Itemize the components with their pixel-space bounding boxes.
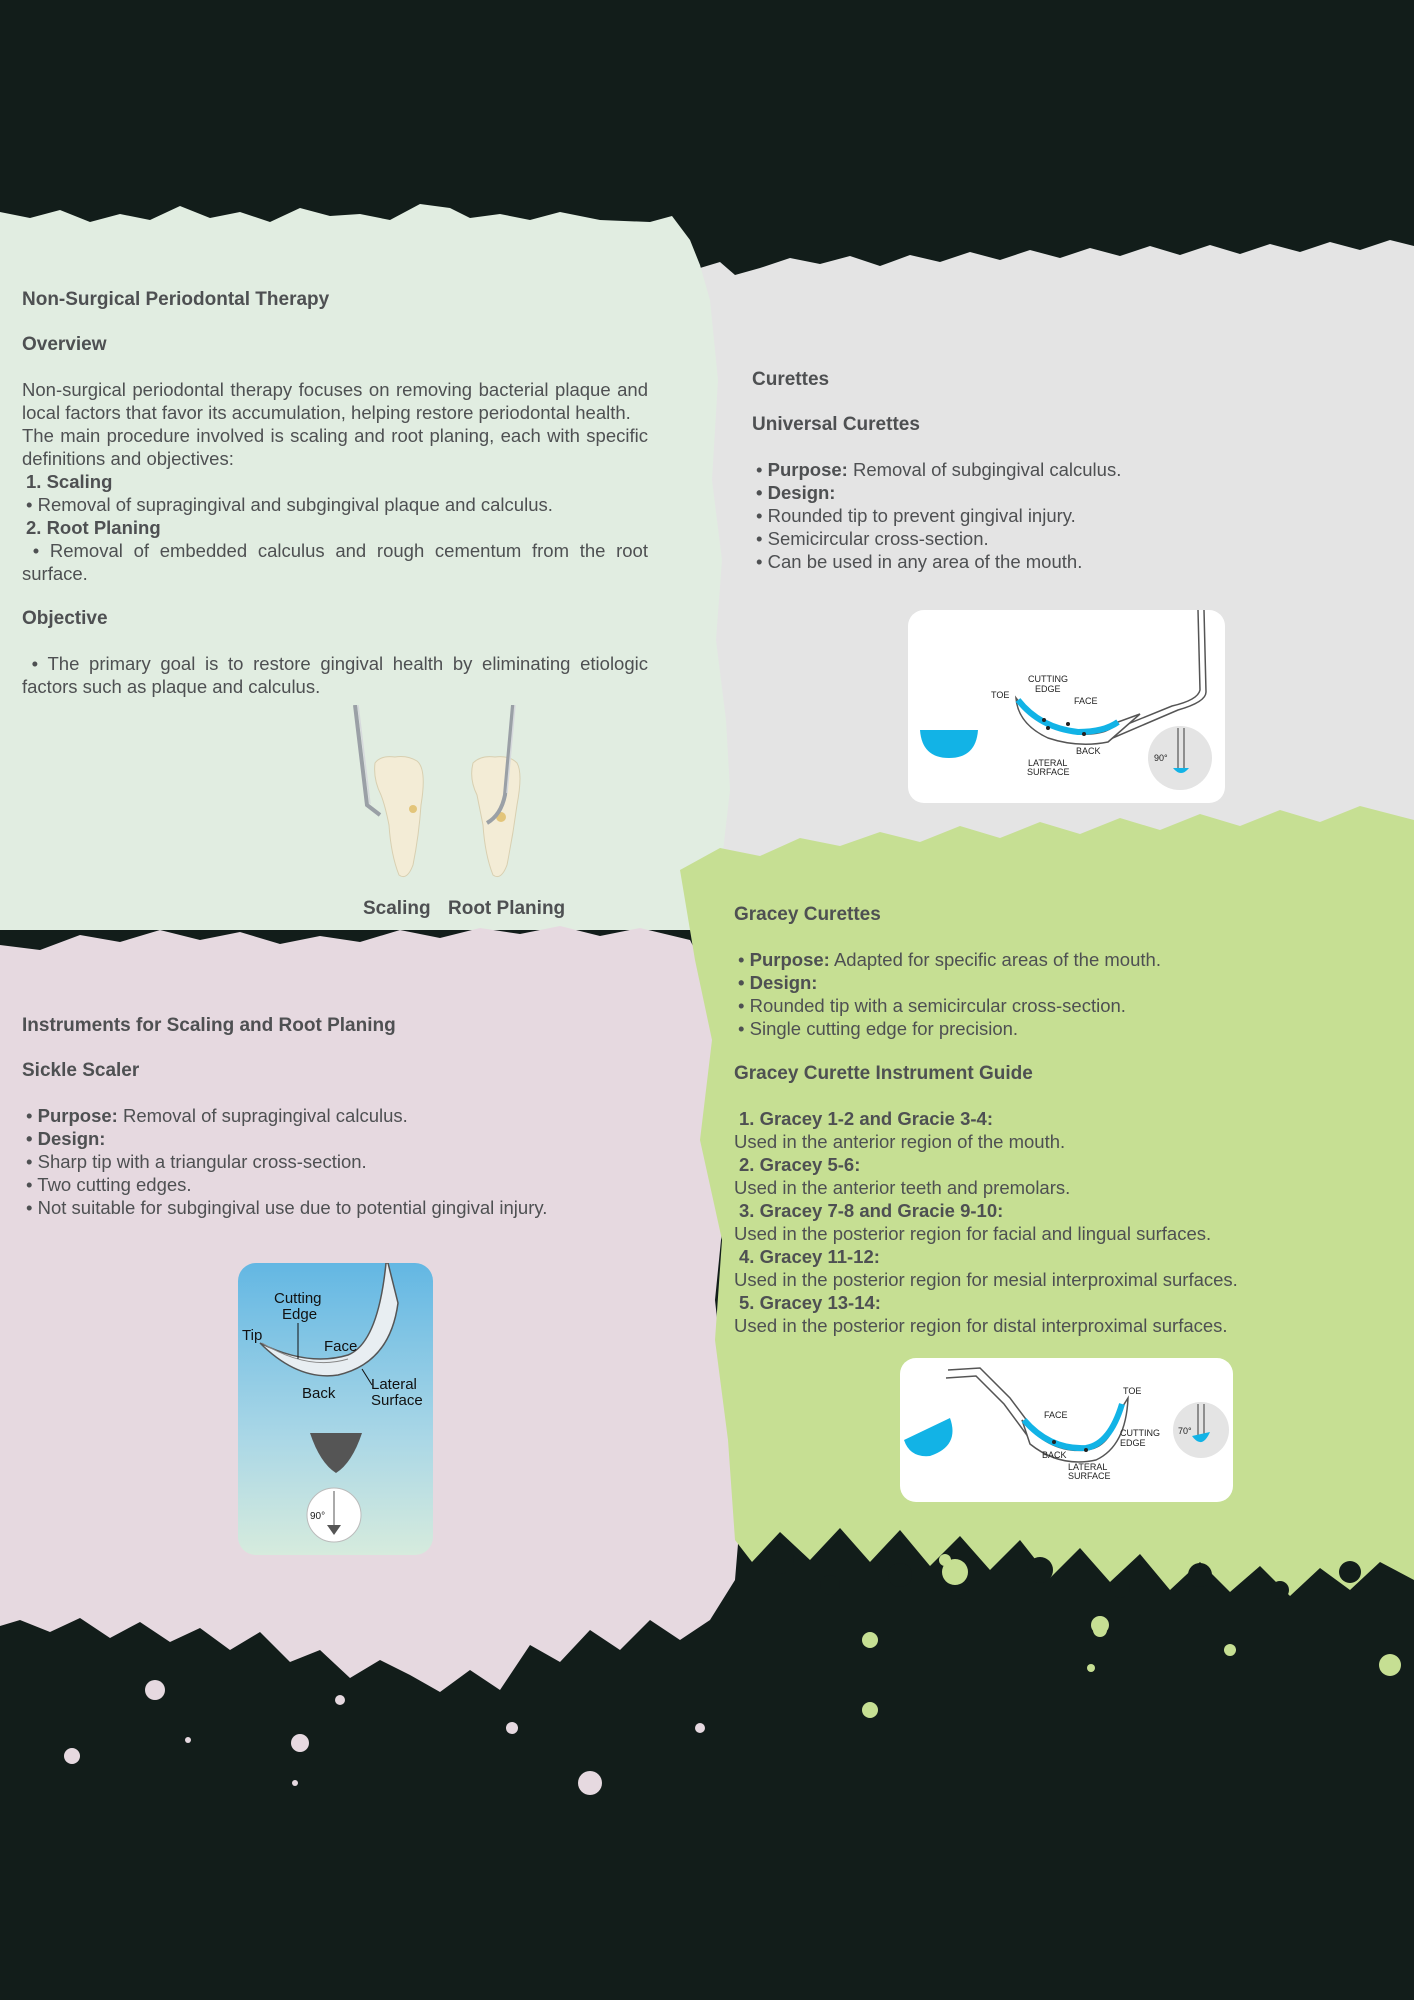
svg-text:FACE: FACE [1074, 696, 1098, 706]
svg-text:FACE: FACE [1044, 1410, 1068, 1420]
guide-item-use: Used in the anterior region of the mouth. [734, 1131, 1066, 1152]
svg-text:90°: 90° [310, 1511, 326, 1522]
guide-item-name: 2. Gracey 5-6: [739, 1154, 861, 1175]
sickle-scaler-subtitle: Sickle Scaler [22, 1060, 140, 1081]
gracey-title: Gracey Curettes [734, 904, 881, 925]
svg-text:Edge: Edge [282, 1306, 318, 1323]
svg-text:BACK: BACK [1076, 746, 1101, 756]
svg-text:BACK: BACK [1042, 1450, 1067, 1460]
svg-text:SURFACE: SURFACE [1027, 767, 1070, 777]
svg-text:Tip: Tip [242, 1327, 263, 1344]
guide-item-use: Used in the posterior region for mesial interproximal surfaces. [734, 1269, 1238, 1290]
guide-item-use: Used in the anterior teeth and premolars. [734, 1177, 1071, 1198]
svg-text:LATERAL: LATERAL [1028, 758, 1068, 768]
sickle-scaler-diagram [238, 1263, 433, 1555]
bullet-item: • Rounded tip to prevent gingival injury. [756, 505, 1076, 526]
svg-text:Surface: Surface [371, 1392, 423, 1409]
svg-text:Face: Face [324, 1338, 358, 1355]
universal-curettes-panel [752, 368, 1382, 573]
overview-paragraph-2: The main procedure involved is scaling and root planing, each with specific definitions and objectives: [22, 425, 648, 469]
sickle-blade [260, 1263, 398, 1376]
label-root-planing: Root Planing [448, 898, 566, 919]
design-line: • Design: [738, 972, 818, 993]
scaling-heading: 1. Scaling [26, 471, 113, 492]
cross-section-shape [904, 1418, 953, 1456]
objective-text: • The primary goal is to restore gingival health by eliminating etiologic factors such as plaque and calculus. [22, 653, 648, 697]
triangle-cross-section [310, 1433, 362, 1473]
universal-curette-diagram [908, 610, 1225, 803]
design-line: • Design: [26, 1128, 106, 1149]
tooth-scaling [375, 757, 424, 877]
objective-heading: Objective [22, 608, 108, 629]
svg-text:Back: Back [302, 1385, 336, 1402]
guide-item-name: 3. Gracey 7-8 and Gracie 9-10: [739, 1200, 1004, 1221]
svg-text:90°: 90° [1154, 753, 1168, 763]
design-line: • Design: [756, 482, 836, 503]
purpose-line: • Purpose: Removal of supragingival calculus. [26, 1105, 408, 1126]
section-title: Non-Surgical Periodontal Therapy [22, 289, 330, 310]
svg-text:TOE: TOE [1123, 1386, 1142, 1396]
guide-item-use: Used in the posterior region for distal interproximal surfaces. [734, 1315, 1228, 1336]
overview-paragraph-1: Non-surgical periodontal therapy focuses on removing bacterial plaque and local factors that favor its accumulation, helping restore periodontal health. [22, 379, 648, 423]
svg-text:SURFACE: SURFACE [1068, 1471, 1111, 1481]
svg-text:Cutting: Cutting [274, 1290, 322, 1307]
universal-curettes-subtitle: Universal Curettes [752, 414, 920, 435]
cross-section-shape [920, 730, 978, 758]
svg-text:EDGE: EDGE [1120, 1438, 1146, 1448]
bullet-item: • Can be used in any area of the mouth. [756, 551, 1083, 572]
planing-heading: 2. Root Planing [26, 517, 161, 538]
guide-item-name: 5. Gracey 13-14: [739, 1292, 881, 1313]
svg-text:TOE: TOE [991, 690, 1010, 700]
planing-text: • Removal of embedded calculus and rough cementum from the root surface. [22, 540, 648, 584]
guide-item-name: 4. Gracey 11-12: [739, 1246, 880, 1267]
instruments-title: Instruments for Scaling and Root Planing [22, 1015, 396, 1036]
bullet-item: • Rounded tip with a semicircular cross-section. [738, 995, 1126, 1016]
svg-text:LATERAL: LATERAL [1068, 1462, 1108, 1472]
pink-splatter [64, 1680, 705, 1795]
scaling-text: • Removal of supragingival and subgingival plaque and calculus. [26, 494, 553, 515]
svg-text:CUTTING: CUTTING [1028, 674, 1068, 684]
label-scaling: Scaling [363, 898, 431, 919]
bullet-item: • Semicircular cross-section. [756, 528, 989, 549]
overview-panel [22, 288, 648, 698]
guide-item-name: 1. Gracey 1-2 and Gracie 3-4: [739, 1108, 993, 1129]
gracey-curettes-panel [734, 903, 1394, 1337]
curettes-title: Curettes [752, 369, 830, 390]
svg-text:EDGE: EDGE [1035, 684, 1061, 694]
svg-text:70°: 70° [1178, 1426, 1192, 1436]
bullet-item: • Two cutting edges. [26, 1174, 192, 1195]
gracey-curette-diagram [900, 1358, 1233, 1502]
svg-text:CUTTING: CUTTING [1120, 1428, 1160, 1438]
purpose-line: • Purpose: Adapted for specific areas of the mouth. [738, 949, 1161, 970]
sickle-scaler-panel [22, 1014, 662, 1219]
lime-splatter [862, 1554, 1401, 1718]
guide-heading: Gracey Curette Instrument Guide [734, 1063, 1033, 1084]
bullet-item: • Single cutting edge for precision. [738, 1018, 1019, 1039]
bullet-item: • Not suitable for subgingival use due to potential gingival injury. [26, 1197, 548, 1218]
bullet-item: • Sharp tip with a triangular cross-section. [26, 1151, 367, 1172]
purpose-line: • Purpose: Removal of subgingival calculus. [756, 459, 1122, 480]
teeth-illustration [345, 705, 585, 883]
overview-heading: Overview [22, 334, 107, 355]
guide-item-use: Used in the posterior region for facial and lingual surfaces. [734, 1223, 1212, 1244]
svg-text:Lateral: Lateral [371, 1376, 417, 1393]
